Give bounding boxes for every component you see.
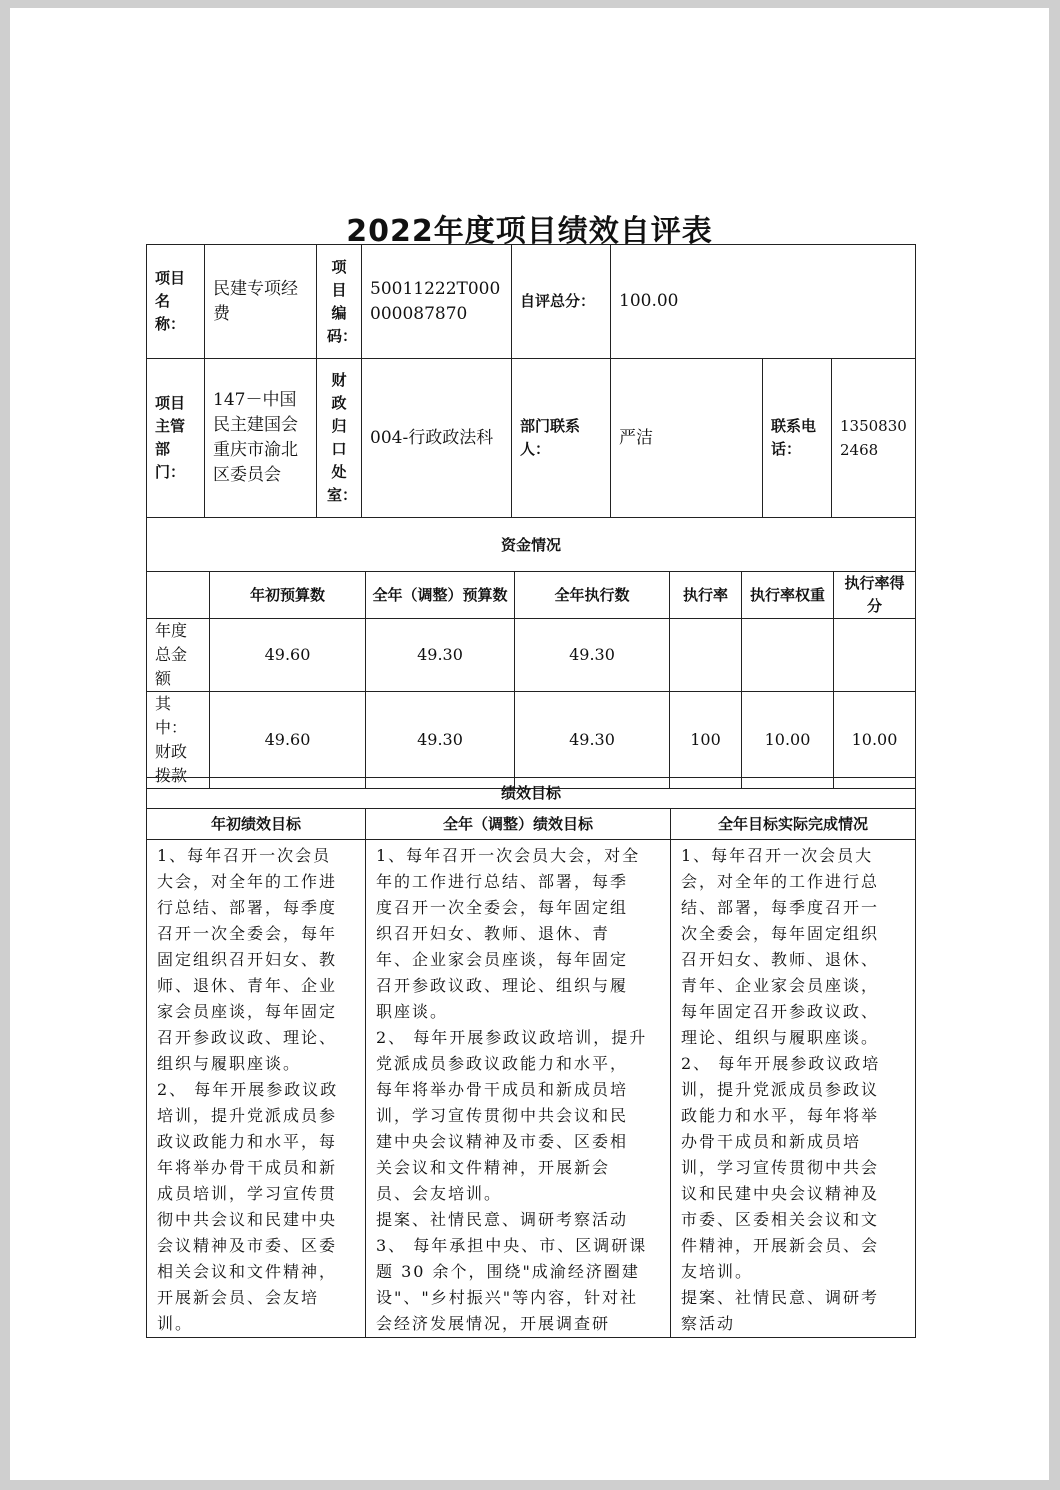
goals-col-header: 年初绩效目标 — [147, 809, 366, 840]
funds-cell: 10.00 — [742, 692, 834, 789]
goals-section-title: 绩效目标 — [147, 778, 916, 809]
dept-value: 147－中国民主建国会重庆市渝北区委员会 — [205, 359, 317, 518]
funds-cell: 49.60 — [210, 619, 366, 692]
goals-col-header: 全年（调整）绩效目标 — [366, 809, 671, 840]
funds-col-header: 全年（调整）预算数 — [366, 572, 515, 619]
goals-col-header: 全年目标实际完成情况 — [671, 809, 916, 840]
funds-col-header: 执行率 — [670, 572, 742, 619]
funds-cell: 10.00 — [834, 692, 916, 789]
document-page — [10, 8, 1049, 1480]
finance-office-label: 财政归口处室： — [317, 359, 362, 518]
funds-col-header: 执行率权重 — [742, 572, 834, 619]
funds-cell — [742, 619, 834, 692]
project-code-value: 50011222T000000087870 — [362, 245, 512, 359]
project-name-label: 项目名称： — [147, 245, 205, 359]
funds-cell: 49.30 — [515, 692, 670, 789]
funds-cell: 100 — [670, 692, 742, 789]
contact-person-value: 严洁 — [611, 359, 763, 518]
project-info-table — [146, 244, 916, 572]
dept-label: 项目主管部门： — [147, 359, 205, 518]
adjusted-goal-text: 1、每年召开一次会员大会，对全 年的工作进行总结、部署，每季 度召开一次全委会，每年固定组 织召开妇女、教师、退休、青 年、企业家会员座谈，每年固定 召开参政议政、理论、组织与履 职座谈。 2、 每年开展参政议政培训，提升 党派成员参政议政能力和水平， 每年将举办骨干成员和新成员培 训，学习宣传贯彻中共会议和民 建中央会议精神及市委、区委相 关会议和文件精神，开展新会 员、会友培训。 提案、社情民意、调研考察活动 3、 每年承担中央、市、区调研课 题 30 余个，围绕"成渝经济圈建 设"、"乡村振兴"等内容，针对社 会经济发展情况，开展调查研 — [366, 840, 671, 1338]
phone-label: 联系电话： — [763, 359, 832, 518]
funds-col-header: 年初预算数 — [210, 572, 366, 619]
finance-office-value: 004-行政政法科 — [362, 359, 512, 518]
funds-cell: 49.30 — [366, 619, 515, 692]
page-title: 2022年度项目绩效自评表 — [346, 214, 713, 249]
phone-value: 13508302468 — [832, 359, 916, 518]
funds-col-header: 执行率得分 — [834, 572, 916, 619]
funds-row-label: 年度总金额 — [147, 619, 210, 692]
funds-table — [146, 571, 916, 789]
funds-cell — [834, 619, 916, 692]
funds-row-label: 其中：财政拨款 — [147, 692, 210, 789]
contact-person-label: 部门联系人： — [512, 359, 611, 518]
funds-cell: 49.30 — [366, 692, 515, 789]
initial-goal-text: 1、每年召开一次会员 大会，对全年的工作进 行总结、部署，每季度 召开一次全委会，每年 固定组织召开妇女、教 师、退休、青年、企业 家会员座谈，每年固定 召开参政议政、理论、 组织与履职座谈。 2、 每年开展参政议政 培训，提升党派成员参 政议政能力和水平，每 年将举办骨干成员和新 成员培训，学习宣传贯 彻中共会议和民建中央 会议精神及市委、区委 相关会议和文件精神， 开展新会员、会友培 训。 — [147, 840, 366, 1338]
project-code-label: 项目编码： — [317, 245, 362, 359]
funds-cell — [670, 619, 742, 692]
goals-table — [146, 777, 916, 1338]
actual-completion-text: 1、每年召开一次会员大 会，对全年的工作进行总 结、部署，每季度召开一 次全委会，每年固定组织 召开妇女、教师、退休、 青年、企业家会员座谈， 每年固定召开参政议政、 理论、组织与履职座谈。 2、 每年开展参政议政培 训，提升党派成员参政议 政能力和水平，每年将举 办骨干成员和新成员培 训，学习宣传贯彻中共会 议和民建中央会议精神及 市委、区委相关会议和文 件精神，开展新会员、会 友培训。 提案、社情民意、调研考 察活动 — [671, 840, 916, 1338]
self-score-value: 100.00 — [611, 245, 916, 359]
funds-cell: 49.60 — [210, 692, 366, 789]
project-name-value: 民建专项经费 — [205, 245, 317, 359]
funds-section-title: 资金情况 — [147, 518, 916, 572]
self-score-label: 自评总分： — [512, 245, 611, 359]
funds-col-header: 全年执行数 — [515, 572, 670, 619]
funds-cell: 49.30 — [515, 619, 670, 692]
funds-corner-cell — [147, 572, 210, 619]
